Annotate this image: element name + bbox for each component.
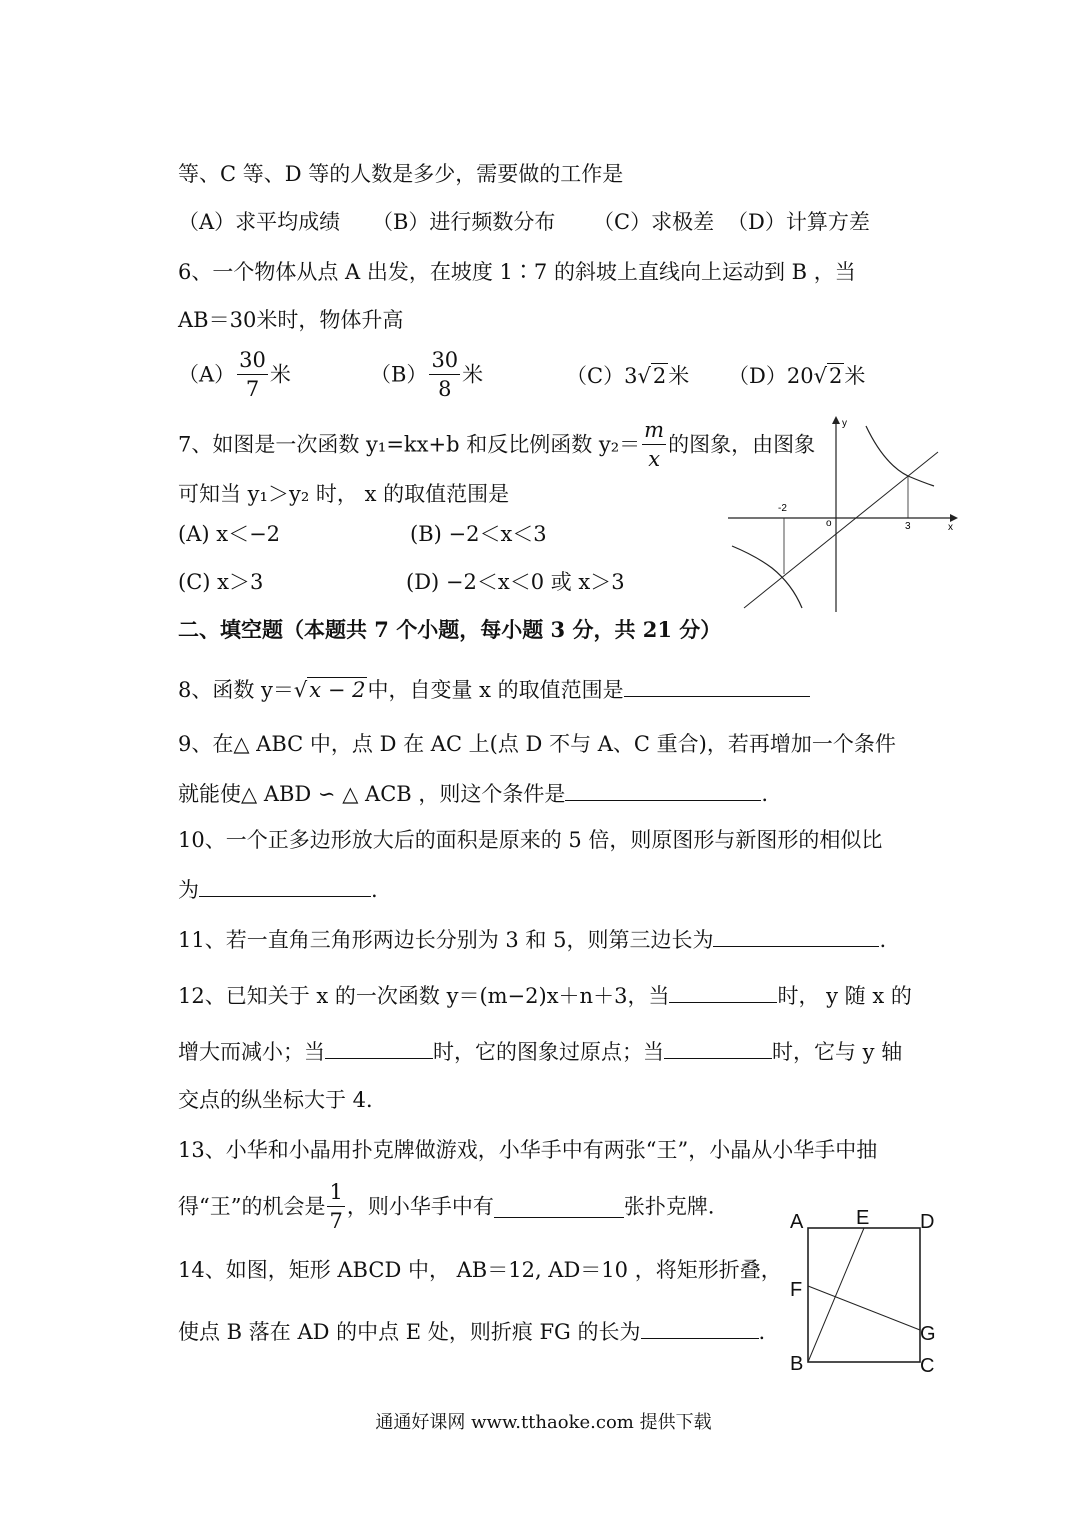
q6-option-d-radicand: 2: [828, 364, 843, 388]
q6-option-a: [178, 346, 291, 403]
tick-label-neg2: -2: [778, 503, 787, 514]
q7-fraction-denominator: x: [648, 447, 661, 471]
q6-option-a-fraction: [237, 346, 268, 403]
y-axis-arrow: [832, 416, 840, 424]
q10-answer-blank[interactable]: [199, 874, 371, 897]
q6-option-c-unit: 米: [668, 364, 690, 388]
q7-fraction-numerator: m: [642, 416, 666, 445]
q13-line2-c: 张扑克牌．: [623, 1194, 729, 1219]
q6-option-a-unit: 米: [269, 362, 291, 387]
q12-line3: 交点的纵坐标大于 4．: [178, 1088, 388, 1112]
origin-label: o: [826, 518, 832, 529]
q14-line1: 14、如图，矩形 ABCD 中， AB＝12, AD＝10 ，将矩形折叠，: [178, 1258, 782, 1282]
label-d: D: [920, 1211, 935, 1233]
q6-option-b-unit: 米: [462, 362, 484, 387]
q14-end: .: [758, 1320, 766, 1344]
label-g: G: [920, 1323, 936, 1345]
q14-line2-text: 使点 B 落在 AD 的中点 E 处，则折痕 FG 的长为: [178, 1320, 641, 1344]
q6-option-d-unit: 米: [844, 364, 866, 388]
q8-b: 中，自变量 x 的取值范围是: [367, 678, 624, 702]
label-f: F: [790, 1279, 803, 1301]
label-c: C: [920, 1355, 935, 1377]
q12-blank-2[interactable]: [325, 1036, 433, 1059]
q6-line2: AB＝30米时，物体升高: [178, 308, 404, 332]
q13-line2-b: ，则小华手中有: [346, 1194, 494, 1219]
q5-continuation: 等、C 等、D 等的人数是多少，需要做的工作是: [178, 162, 624, 186]
q10-end: .: [371, 878, 378, 902]
q9-end: .: [761, 782, 769, 806]
q7-line1-b: 的图象，由图象: [668, 432, 816, 457]
segment-be: [808, 1228, 864, 1362]
q11-end: .: [879, 928, 887, 952]
q6-option-c-coef: 3: [624, 364, 638, 388]
q7-line1: [178, 416, 815, 473]
q5-option-b: （B）进行频数分布: [372, 210, 556, 234]
section-2-heading: 二、填空题（本题共 7 个小题，每小题 3 分，共 21 分）: [178, 617, 722, 642]
label-e: E: [856, 1207, 870, 1229]
x-axis-label: x: [948, 522, 953, 533]
q11-line: [178, 924, 886, 954]
q5-option-a: （A）求平均成绩: [178, 210, 341, 234]
q6-option-c-label: （C）: [566, 364, 625, 388]
label-b: B: [790, 1353, 804, 1375]
q6-option-d-coef: 20: [786, 364, 814, 388]
q7-function-graph: [722, 412, 962, 620]
q8-radicand: x − 2: [309, 678, 366, 702]
q12-line1-b: 时， y 随 x 的: [777, 984, 912, 1008]
q12-line1: [178, 980, 912, 1010]
q9-line2: [178, 778, 768, 808]
q6-option-b-numerator: 30: [429, 346, 460, 375]
q6-option-a-label: （A）: [178, 362, 236, 387]
q11-answer-blank[interactable]: [713, 924, 879, 947]
q14-rectangle-figure: [786, 1200, 946, 1380]
q13-fraction-denominator: 7: [329, 1209, 343, 1233]
y-axis-label: y: [842, 418, 847, 429]
q12-line2-b: 时，它的图象过原点；当: [433, 1040, 664, 1064]
q13-line1: 13、小华和小晶用扑克牌做游戏，小华手中有两张“王”，小晶从小华手中抽: [178, 1138, 878, 1162]
rectangle-abcd: [808, 1228, 920, 1362]
q12-blank-1[interactable]: [669, 980, 777, 1003]
q8-line: 8、函数 y＝√x − 2中，自变量 x 的取值范围是: [178, 674, 810, 704]
q7-option-b: (B) −2＜x＜3: [410, 522, 547, 546]
q6-option-b-fraction: [429, 346, 460, 403]
q13-line2-a: 得“王”的机会是: [178, 1194, 326, 1219]
q6-option-c: （C）3√2米: [566, 364, 690, 388]
q6-option-b-denominator: 8: [438, 377, 452, 401]
q6-option-c-radicand: 2: [652, 364, 667, 388]
q7-line2: 可知当 y₁＞y₂ 时， x 的取值范围是: [178, 482, 510, 506]
q5-option-d: （D）计算方差: [727, 210, 870, 234]
q6-option-d: （D）20√2米: [728, 364, 866, 388]
footer-credit: 通通好课网 www.tthaoke.com 提供下载: [375, 1412, 712, 1433]
q12-line2: [178, 1036, 902, 1066]
q13-fraction-numerator: 1: [327, 1178, 344, 1207]
q9-line2-text: 就能使△ ABD ∽ △ ACB ，则这个条件是: [178, 782, 566, 806]
tick-label-3: 3: [905, 521, 911, 532]
segment-fg: [808, 1286, 920, 1330]
q7-fraction: [642, 416, 666, 473]
q7-option-a: (A) x＜−2: [178, 522, 281, 546]
x-axis-arrow: [950, 514, 958, 522]
q7-line1-a: 7、如图是一次函数 y₁=kx+b 和反比例函数 y₂＝: [178, 432, 641, 457]
q12-line2-c: 时，它与 y 轴: [772, 1040, 903, 1064]
q12-blank-3[interactable]: [664, 1036, 772, 1059]
q5-option-c: （C）求极差: [593, 210, 715, 234]
q14-answer-blank[interactable]: [641, 1316, 759, 1339]
q6-option-d-label: （D）: [728, 364, 787, 388]
q6-option-b-label: （B）: [370, 362, 428, 387]
q6-option-a-numerator: 30: [237, 346, 268, 375]
q9-line1: 9、在△ ABC 中，点 D 在 AC 上(点 D 不与 A、C 重合)，若再增加一个条件: [178, 732, 896, 756]
q10-line2-text: 为: [178, 878, 199, 902]
hyperbola-branch-lower: [732, 546, 802, 608]
q8-answer-blank[interactable]: [624, 674, 810, 697]
hyperbola-branch-upper: [866, 426, 934, 486]
q9-answer-blank[interactable]: [565, 778, 761, 801]
q6-line1: 6、一个物体从点 A 出发，在坡度 1∶7 的斜坡上直线向上运动到 B ，当: [178, 260, 856, 284]
q10-line2: [178, 874, 378, 904]
q12-line2-a: 增大而减小；当: [178, 1040, 325, 1064]
q12-line1-a: 12、已知关于 x 的一次函数 y＝(m−2)x＋n＋3，当: [178, 984, 670, 1008]
q6-option-a-denominator: 7: [245, 377, 260, 401]
q13-answer-blank[interactable]: [494, 1195, 624, 1218]
label-a: A: [790, 1211, 804, 1233]
q11-text: 11、若一直角三角形两边长分别为 3 和 5，则第三边长为: [178, 928, 714, 952]
q7-option-c: (C) x＞3: [178, 570, 264, 594]
q8-a: 8、函数 y＝: [178, 678, 294, 702]
q13-fraction: [327, 1178, 344, 1235]
q13-line2: [178, 1178, 729, 1235]
q14-line2: [178, 1316, 765, 1346]
q7-option-d: (D) −2＜x＜0 或 x＞3: [406, 570, 625, 594]
q10-line1: 10、一个正多边形放大后的面积是原来的 5 倍，则原图形与新图形的相似比: [178, 828, 883, 852]
q6-option-b: [370, 346, 483, 403]
